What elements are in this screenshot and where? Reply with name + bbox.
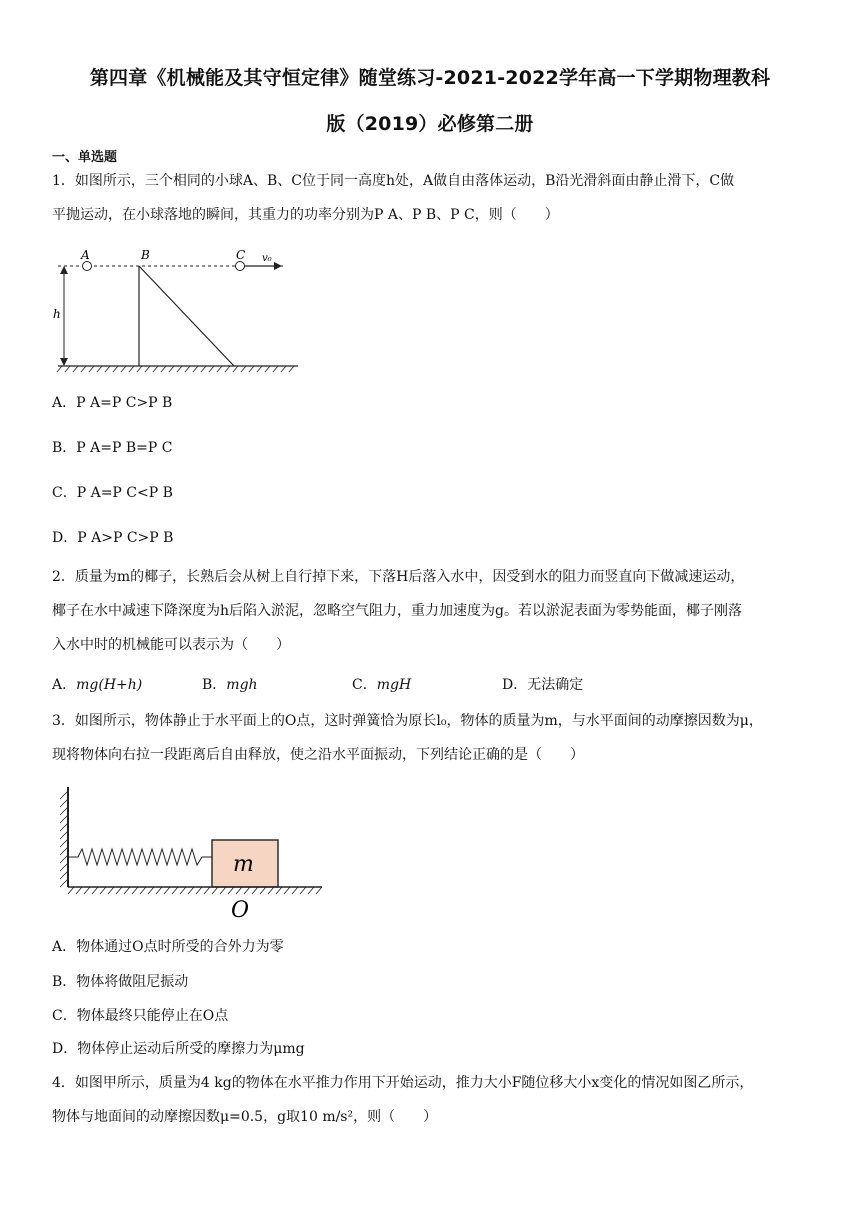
label-v0: v₀ [262,253,272,264]
section-heading: 一、单选题 [52,150,118,165]
label-c: C [236,248,246,262]
option-text: mgH [376,677,412,693]
question-4-stem [52,1066,812,1134]
incline-slope [139,266,234,366]
question-3-option-c[interactable] [52,1006,228,1026]
option-letter: D． [52,530,78,546]
ball-c [236,262,245,271]
question-2-line-1: 2．质量为m的椰子，长熟后会从树上自行掉下来，下落H后落入水中，因受到水的阻力而竖直向下做减速运动， [52,569,745,585]
question-1-line-1: 1．如图所示，三个相同的小球A、B、C位于同一高度h处，A做自由落体运动，B沿光滑斜面由静止滑下，C做 [52,173,735,189]
option-text: 物体最终只能停止在O点 [76,1008,229,1024]
option-text: P A=P C>P B [76,395,173,411]
velocity-arrowhead [274,262,282,270]
label-a: A [81,248,90,262]
question-3-option-b[interactable] [52,972,188,992]
option-text: P A>P C>P B [77,530,174,546]
page-title-line-1: 第四章《机械能及其守恒定律》随堂练习-2021-2022学年高一下学期物理教科 [89,67,771,89]
question-3-line-1: 3．如图所示，物体静止于水平面上的O点，这时弹簧恰为原长l₀，物体的质量为m，与水平面间的动摩擦因数为μ， [52,713,763,729]
question-1-figure [50,246,300,378]
question-2-line-3: 入水中时的机械能可以表示为（ ） [52,637,290,653]
question-2-option-d[interactable] [502,674,583,694]
question-1-option-a[interactable] [52,393,172,413]
label-b: B [141,248,150,262]
option-letter: A． [52,677,77,693]
option-text: mg(H+h) [76,677,143,693]
question-2-option-b[interactable] [202,674,258,694]
question-3-figure [52,785,332,925]
label-h: h [53,307,61,321]
mass-label: m [233,852,254,877]
page-title-line-2: 版（2019）必修第二册 [326,113,534,135]
question-3-line-2: 现将物体向右拉一段距离后自由释放，使之沿水平面振动，下列结论正确的是（ ） [52,747,584,763]
option-text: P A=P C<P B [76,485,173,501]
option-letter: B． [52,974,77,990]
option-letter: D． [52,1041,78,1057]
question-2-line-2: 椰子在水中减速下降深度为h后陷入淤泥，忽略空气阻力，重力加速度为g。若以淤泥表面为零势能面，椰子刚落 [52,603,742,619]
option-letter: C． [352,677,377,693]
option-letter: A． [52,939,77,955]
question-3-stem [52,704,812,772]
option-letter: D． [502,677,528,693]
option-letter: B． [202,677,227,693]
origin-label: O [231,898,250,923]
question-1-option-d[interactable] [52,528,173,548]
question-2-stem [52,560,812,662]
question-2-option-a[interactable] [52,674,142,694]
question-2-option-c[interactable] [352,674,411,694]
option-text: 物体停止运动后所受的摩擦力为μmg [77,1041,305,1057]
option-letter: C． [52,485,77,501]
question-1-stem [52,164,812,232]
ball-a [83,262,92,271]
option-text: mgh [226,677,258,693]
option-text: 无法确定 [527,677,584,693]
option-letter: C． [52,1008,77,1024]
option-letter: B． [52,440,77,456]
question-4-line-1: 4．如图甲所示，质量为4 kg的物体在水平推力作用下开始运动，推力大小F随位移大小x变化的情况如图乙所示， [52,1075,754,1091]
height-arrow-top [60,266,68,274]
question-3-option-a[interactable] [52,937,284,957]
option-text: 物体通过O点时所受的合外力为零 [76,939,284,955]
question-1-line-2: 平抛运动，在小球落地的瞬间，其重力的功率分别为P A、P B、P C，则（ ） [52,207,559,223]
ground-hatching [57,366,294,372]
question-4-line-2: 物体与地面间的动摩擦因数μ=0.5，g取10 m/s²，则（ ） [52,1109,438,1125]
option-letter: A． [52,395,77,411]
option-text: 物体将做阻尼振动 [76,974,189,990]
wall-hatching [60,791,68,887]
question-1-option-c[interactable] [52,483,173,503]
height-arrow-bottom [60,358,68,366]
floor-hatching [68,887,322,894]
question-3-option-d[interactable] [52,1039,305,1059]
question-1-option-b[interactable] [52,438,172,458]
option-text: P A=P B=P C [76,440,173,456]
spring [68,849,212,865]
